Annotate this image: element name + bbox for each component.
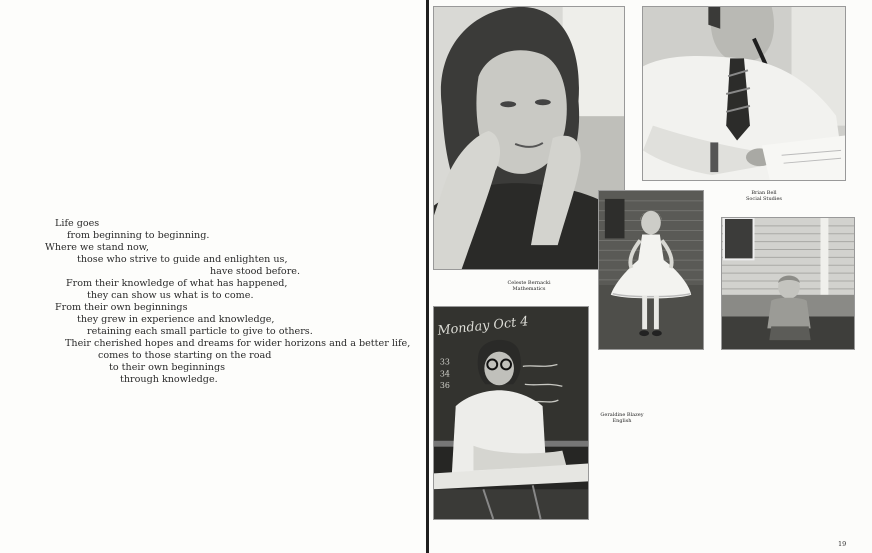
caption-subject: English (612, 418, 632, 425)
poem-line: those who strive to guide and enlighten us, (77, 254, 288, 265)
photo-celeste-bernacki (433, 6, 625, 270)
chalk-number: 33 (439, 357, 450, 367)
photo-boy-childhood (721, 217, 855, 350)
caption-name: Brian Bell (751, 190, 777, 196)
poem-line: Their cherished hopes and dreams for wider horizons and a better life, (65, 338, 411, 349)
photo-geraldine-blazey (433, 306, 589, 520)
left-page (0, 0, 426, 553)
poem-line: have stood before. (210, 266, 301, 277)
page-number: 19 (838, 540, 847, 548)
poem-line: through knowledge. (120, 374, 218, 385)
poem-line: From their knowledge of what has happened, (66, 278, 288, 289)
poem-line: From their own beginnings (55, 302, 188, 313)
poem-line: Where we stand now, (45, 242, 149, 253)
caption-subject: Social Studies (746, 196, 782, 203)
chalk-number: 36 (439, 381, 450, 391)
poem-line: Life goes (55, 218, 100, 229)
caption-name: Geraldine Blazey (600, 412, 644, 418)
photo-brian-bell (642, 6, 846, 181)
caption-blazey (587, 412, 657, 425)
poem-line: they can show us what is to come. (87, 290, 254, 301)
poem-line: comes to those starting on the road (98, 350, 272, 361)
poem-line: from beginning to beginning. (67, 230, 210, 241)
poem-line: to their own beginnings (109, 362, 226, 373)
caption-subject: Mathematics (512, 286, 546, 293)
caption-bernacki (479, 280, 579, 293)
photo-girl-childhood (598, 190, 704, 350)
poem-line: they grew in experience and knowledge, (77, 314, 275, 325)
right-page (429, 0, 872, 553)
chalk-number: 34 (439, 369, 450, 379)
chalk-date: Monday Oct 4 (436, 314, 530, 339)
poem-line: retaining each small particle to give to others. (87, 326, 313, 337)
caption-bell (719, 190, 809, 203)
caption-name: Celeste Bernacki (507, 280, 551, 286)
